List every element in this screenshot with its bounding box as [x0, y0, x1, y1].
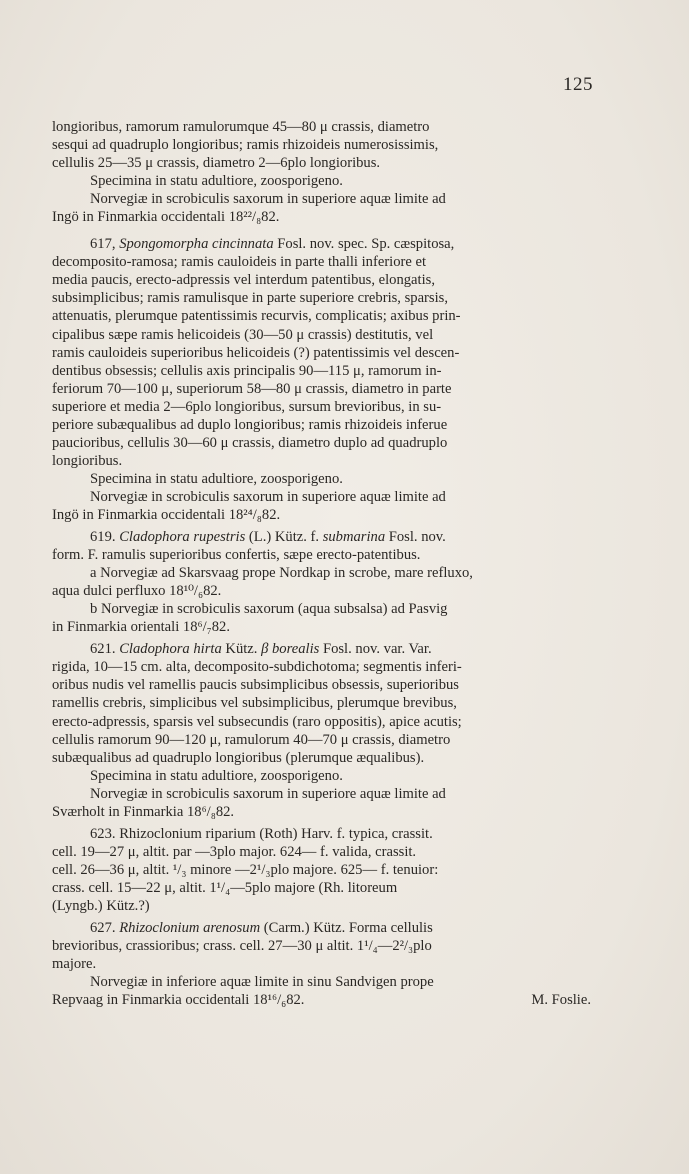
- text-line: subæqualibus ad quadruplo longioribus (plerumque æqualibus).: [52, 749, 425, 766]
- text-line: dentibus obsessis; cellulis axis principalis 90—115 μ, ramorum in-: [52, 362, 442, 379]
- text-line: Norvegiæ in scrobiculis saxorum in superiore aquæ limite ad: [90, 488, 446, 505]
- species-authority: (L.) Kütz. f.: [245, 529, 323, 546]
- text-line: Ingö in Finmarkia occidentali 18²⁴/₈82.: [52, 506, 281, 523]
- entry-number: 619.: [90, 529, 120, 546]
- text-line: ramis cauloideis superioribus helicoideis (?) patentissimis vel descen-: [52, 344, 460, 361]
- text-line: brevioribus, crassioribus; crass. cell. 27—30 μ altit. 1¹/₄—2²/₃plo: [52, 938, 432, 955]
- species-name: Cladophora rupestris: [119, 529, 246, 546]
- text-line: cell. 19—27 μ, altit. par —3plo major. 624— f. valida, crassit.: [52, 843, 417, 860]
- text-line: longioribus, ramorum ramulorumque 45—80 μ crassis, diametro: [52, 119, 430, 135]
- text-line: attenuatis, plerumque patentissimis recurvis, complicatis; axibus prin-: [52, 308, 461, 325]
- species-authority: Kütz.: [221, 641, 262, 658]
- text-line: Norvegiæ in scrobiculis saxorum in superiore aquæ limite ad: [90, 191, 446, 208]
- text-line: (Lyngb.) Kütz.?): [52, 897, 150, 914]
- text-line: paucioribus, cellulis 30—60 μ crassis, diametro duplo ad quadruplo: [52, 434, 448, 451]
- text-line: sesqui ad quadruplo longioribus; ramis rhizoideis numerosissimis,: [52, 137, 439, 154]
- species-authority: Fosl. nov. spec. Sp. cæspitosa,: [273, 236, 455, 253]
- species-authority: (Carm.) Kütz. Forma cellulis: [260, 920, 433, 937]
- variety-name: β borealis: [261, 641, 320, 658]
- closing-line: [52, 991, 595, 1009]
- text-line: cellulis 25—35 μ crassis, diametro 2—6plo longioribus.: [52, 155, 381, 172]
- text-line: Ingö in Finmarkia occidentali 18²²/₈82.: [52, 209, 280, 226]
- species-name: Cladophora hirta: [119, 641, 222, 658]
- species-name: Rhizoclonium arenosum: [119, 920, 261, 937]
- species-heading-619: [52, 528, 595, 546]
- form-authority: Fosl. nov.: [385, 529, 446, 546]
- text-line: form. F. ramulis superioribus confertis, sæpe erecto-patentibus.: [52, 547, 421, 564]
- author-signature: M. Foslie.: [531, 992, 591, 1009]
- text-line: erecto-adpressis, sparsis vel subsecundis (raro oppositis), apice acutis;: [52, 713, 462, 730]
- body-text: [52, 118, 595, 1009]
- text-line: longioribus.: [52, 452, 123, 469]
- variety-authority: Fosl. nov. var. Var.: [319, 641, 432, 658]
- entry-number: 621.: [90, 641, 120, 658]
- text-line: a Norvegiæ ad Skarsvaag prope Nordkap in scrobe, mare refluxo,: [90, 565, 473, 582]
- species-heading-617: [52, 235, 595, 253]
- species-heading-627: [52, 919, 595, 937]
- text-line: decomposito-ramosa; ramis cauloideis in parte thalli inferiore et: [52, 254, 427, 271]
- text-line: cellulis ramorum 90—120 μ, ramulorum 40—70 μ crassis, diametro: [52, 731, 451, 748]
- text-line: rigida, 10—15 cm. alta, decomposito-subdichotoma; segmentis inferi-: [52, 659, 462, 676]
- species-name: Spongomorpha cincinnata: [119, 236, 274, 253]
- species-heading-621: [52, 640, 595, 658]
- entry-number: 627.: [90, 920, 120, 937]
- page-number: 125: [563, 74, 593, 95]
- text-line: cell. 26—36 μ, altit. ¹/₃ minore —2¹/₃plo majore. 625— f. tenuior:: [52, 861, 439, 878]
- text-line: Norvegiæ in inferiore aquæ limite in sinu Sandvigen prope: [90, 974, 434, 991]
- entry-number: 617,: [90, 236, 120, 253]
- text-line: majore.: [52, 956, 97, 973]
- text-line: Norvegiæ in scrobiculis saxorum in superiore aquæ limite ad: [90, 785, 446, 802]
- text-line: superiore et media 2—6plo longioribus, sursum brevioribus, in su-: [52, 398, 442, 415]
- text-line: Specimina in statu adultiore, zoosporigeno.: [90, 767, 343, 784]
- text-line: media paucis, erecto-adpressis vel interdum patentibus, elongatis,: [52, 272, 435, 289]
- text-line: oribus nudis vel ramellis paucis subsimplicibus obsessis, superioribus: [52, 677, 459, 694]
- locality-text: Repvaag in Finmarkia occidentali 18¹⁶/₆82.: [52, 992, 305, 1009]
- text-line: Sværholt in Finmarkia 18⁶/₈82.: [52, 803, 235, 820]
- text-line: periore subæqualibus ad duplo longioribus; ramis rhizoideis inferue: [52, 416, 448, 433]
- text-line: aqua dulci perfluxo 18¹⁰/₆82.: [52, 583, 222, 600]
- text-line: cipalibus sæpe ramis helicoideis (30—50 μ crassis) destitutis, vel: [52, 326, 434, 343]
- text-line: crass. cell. 15—22 μ, altit. 1¹/₄—5plo majore (Rh. litoreum: [52, 879, 398, 896]
- text-line: subsimplicibus; ramis ramulisque in parte superiore crebris, sparsis,: [52, 290, 448, 307]
- text-line: Specimina in statu adultiore, zoosporigeno.: [90, 173, 343, 190]
- species-heading-623: 623. Rhizoclonium riparium (Roth) Harv. f. typica, crassit.: [90, 825, 433, 842]
- text-line: ramellis crebris, simplicibus vel subsimplicibus, plerumque brevibus,: [52, 695, 457, 712]
- text-line: in Finmarkia orientali 18⁶/₇82.: [52, 619, 230, 636]
- text-line: Specimina in statu adultiore, zoosporigeno.: [90, 470, 343, 487]
- text-line: feriorum 70—100 μ, superiorum 58—80 μ crassis, diametro in parte: [52, 380, 452, 397]
- text-line: b Norvegiæ in scrobiculis saxorum (aqua subsalsa) ad Pasvig: [90, 601, 448, 618]
- form-name: submarina: [322, 529, 386, 546]
